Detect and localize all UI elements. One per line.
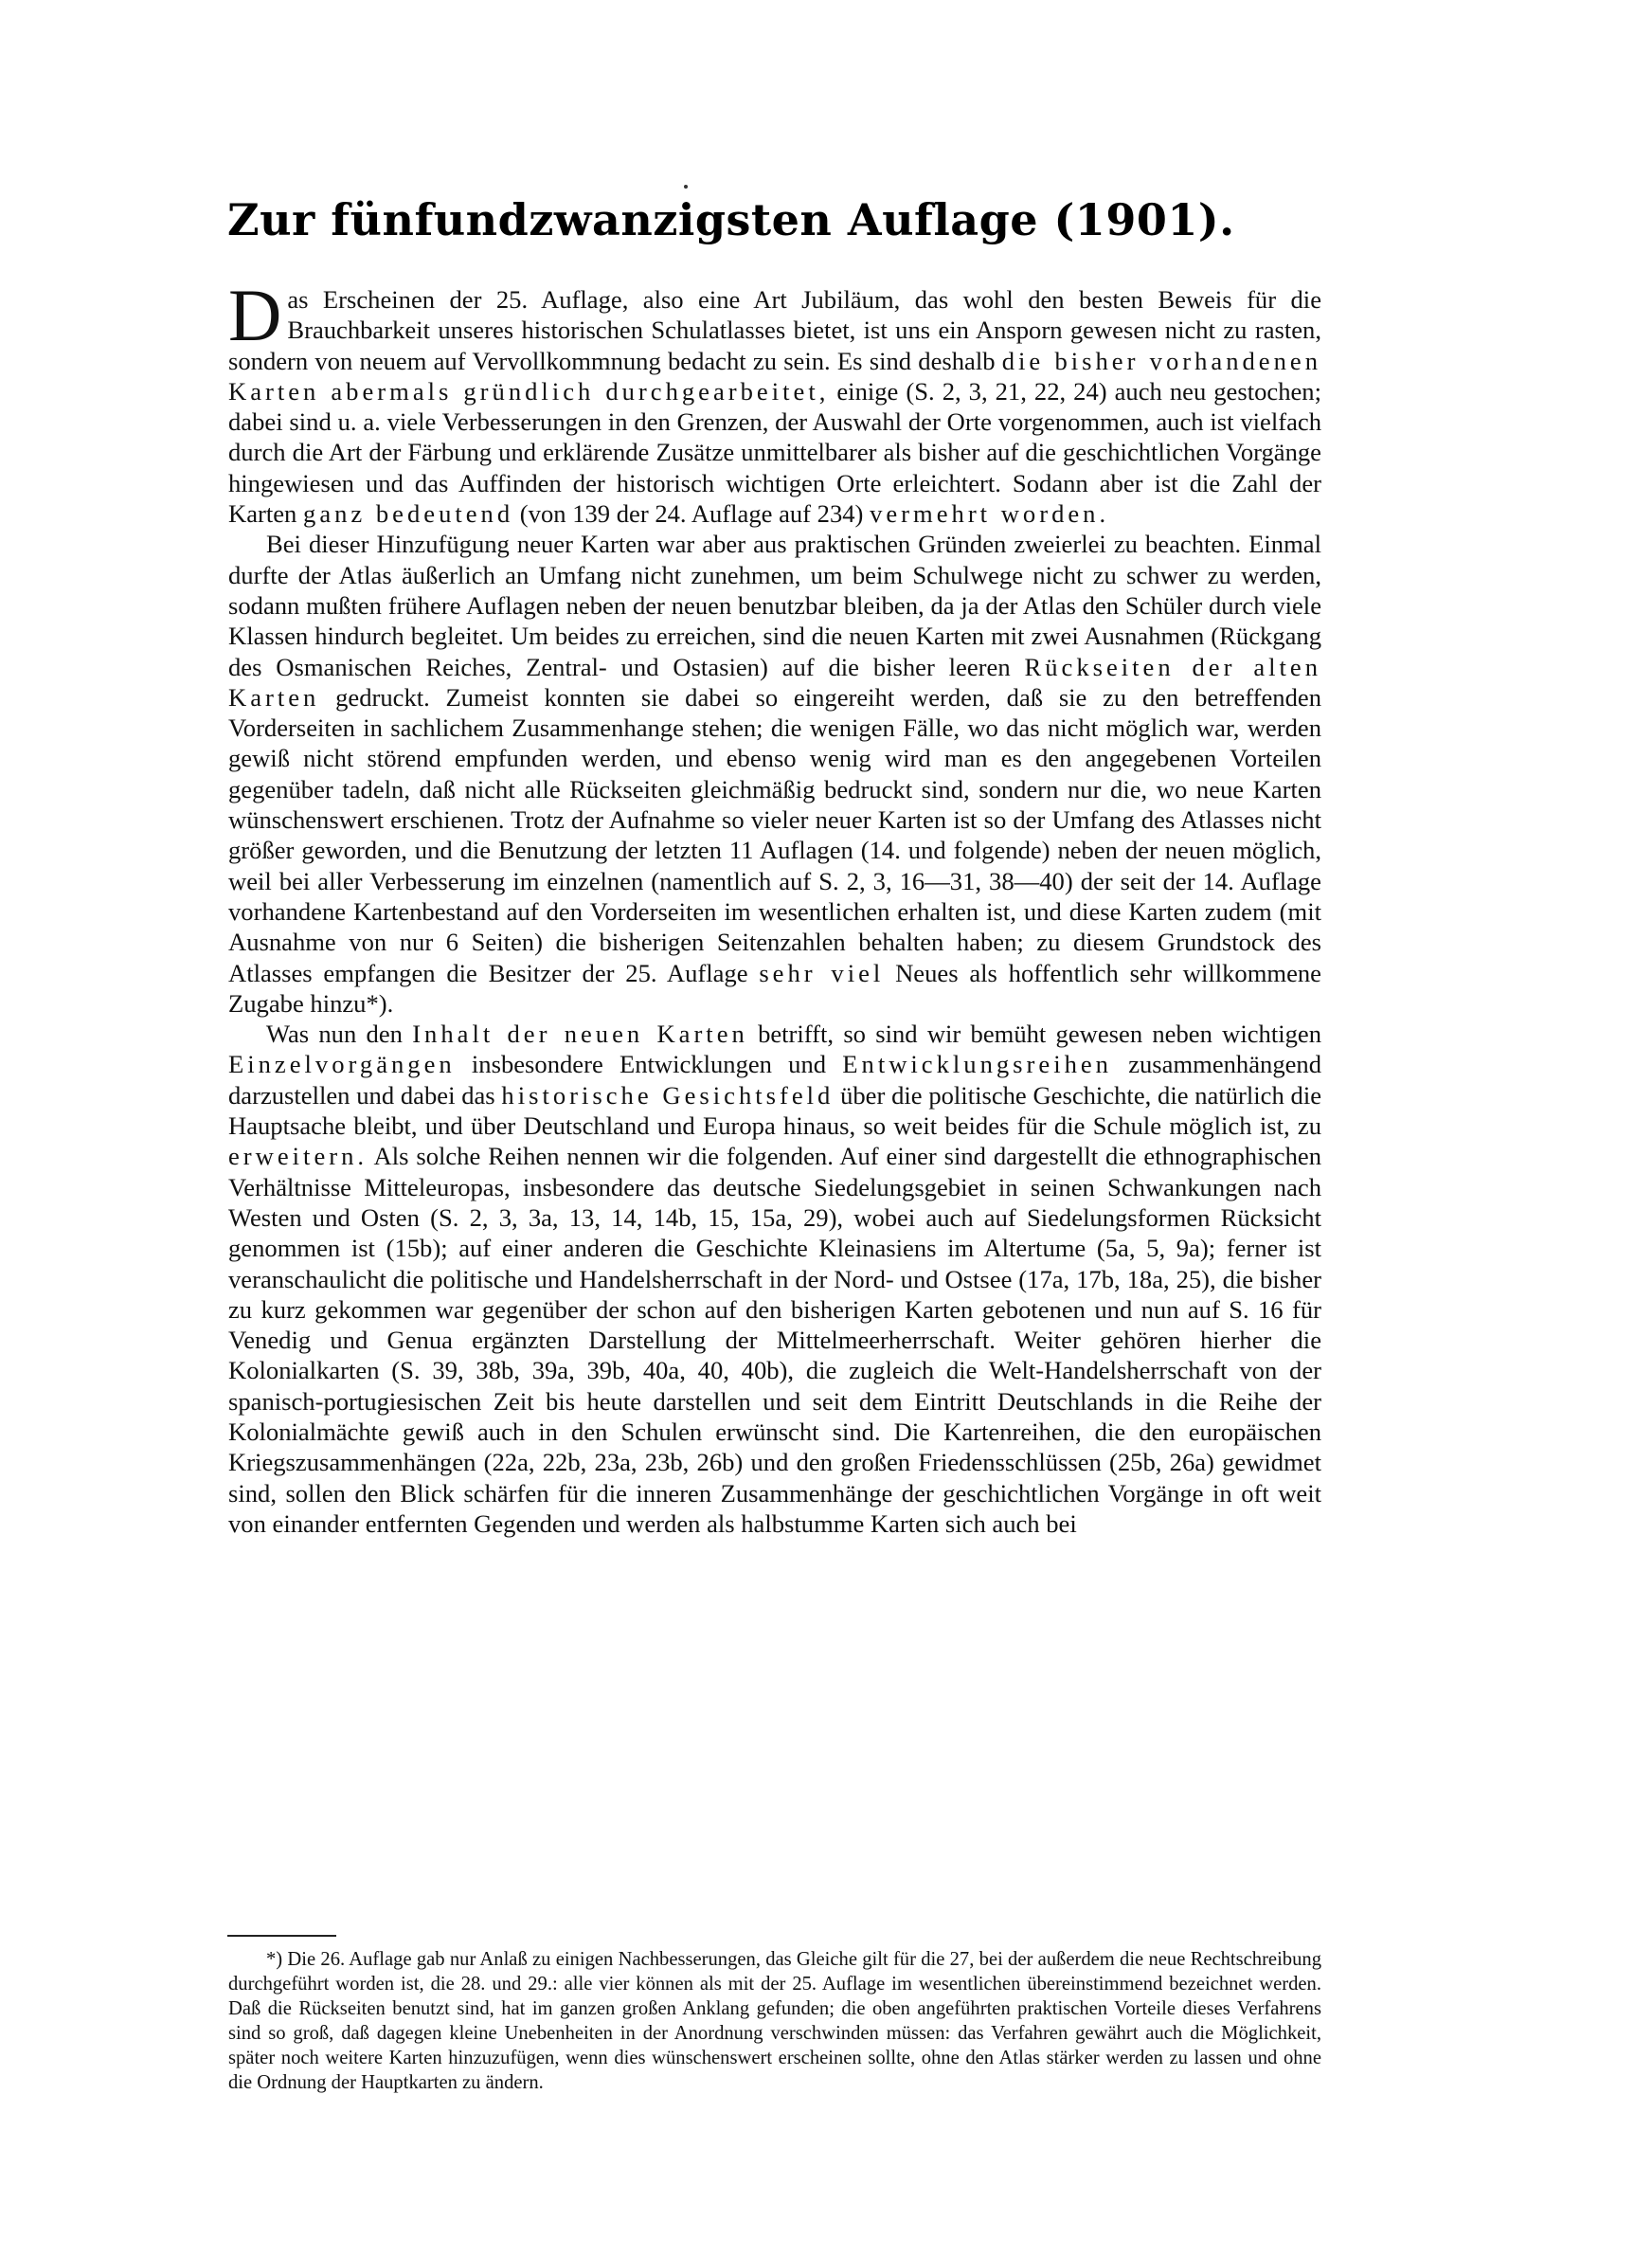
p2-text-c: gedruckt. Zumeist konnten sie dabei so eingereiht werden, daß sie zu den betreffenden Vorderseiten in sachlichem Zusammenhange stehen; die wenigen Fälle, wo das nicht möglich war, werden gewiß nicht störend empfunden werden, und ebenso wenig wird man es den angegebenen Vorteilen gegenüber tadeln, daß nicht alle Rückseiten gleichmäßig bedruckt sind, sondern nur die, wo neue Karten wünschenswert erschienen. Trotz der Aufnahme so vieler neuer Karten ist so der Umfang des Atlasses nicht größer geworden, und die Benutzung der letzten 11 Auflagen (14. und folgende) neben der neuen möglich, weil bei aller Verbesserung im einzelnen (namentlich auf S. 2, 3, 16—31, 38—40) der seit der 14. Auflage vorhandene Kartenbestand auf den Vorderseiten im wesentlichen erhalten ist, und diese Karten zudem (mit Ausnahme von nur 6 Seiten) die bisherigen Seitenzahlen behalten haben; zu diesem Grundstock des Atlasses empfangen die Besitzer der 25. Auflage (228, 682, 1321, 987)
p1-spaced-b: die bisher vorhandenen Karten abermals gründlich durchgearbeitet, (228, 346, 1321, 406)
body-text (228, 274, 1322, 1539)
p1-spaced-f: vermehrt worden. (870, 499, 1110, 529)
p3-text-k: Als solche Reihen nennen wir die folgenden. Auf einer sind dargestellt die ethnographischen Verhältnisse Mitteleuropas, insbesondere das deutsche Siedelungsgebiet in seinen Schwankungen nach Westen und Osten (S. 2, 3, 3a, 13, 14, 14b, 15, 15a, 29), wobei auch auf Siedelungsformen Rücksicht genommen ist (15b); auf einer anderen die Geschichte Kleinasiens im Altertume (5a, 5, 9a); ferner ist veranschaulicht die politische und Handelsherrschaft in der Nord- und Ostsee (17a, 17b, 18a, 25), die bisher zu kurz gekommen war gegenüber der schon auf den bisherigen Karten gebotenen und nun auf S. 16 für Venedig und Genua ergänzten Darstellung der Mittelmeerherrschaft. Weiter gehören hierher die Kolonialkarten (S. 39, 38b, 39a, 39b, 40a, 40, 40b), die zugleich die Welt-Handelsherrschaft von der spanisch-portugiesischen Zeit bis heute darstellen und seit dem Eintritt Deutschlands in die Reihe der Kolonialmächte gewiß auch in den Schulen erwünscht sind. Die Kartenreihen, die den europäischen Kriegszusammenhängen (22a, 22b, 23a, 23b, 26b) und den großen Friedensschlüssen (25b, 26a) gewidmet sind, sollen den Blick schärfen für die inneren Zusammenhänge der geschichtlichen Vorgänge in oft weit von einander entfernten Gegenden und werden als halbstumme Karten sich auch bei (228, 1142, 1321, 1538)
paragraph-1 (228, 274, 1321, 529)
p3-text-g: zusammenhängend darzustellen und dabei das (228, 1050, 1322, 1110)
p3-spaced-j: erweitern. (228, 1142, 368, 1171)
decorative-dot (684, 185, 688, 189)
p3-text-c: betrifft, so sind wir bemüht gewesen neben wichtigen (747, 1020, 1321, 1049)
page-title: Zur fünfundzwanzigsten Auflage (1901). (227, 194, 1235, 245)
p3-spaced-b: Inhalt der neuen Karten (412, 1020, 748, 1049)
p1-text-a: as Erscheinen der 25. Auflage, also eine Art Jubiläum, das wohl den besten Beweis für die Brauchbarkeit unseres historischen Schulatlasses bietet, ist uns ein Ansporn gewesen nicht zu rasten, sondern von neuem auf Vervollkommnung bedacht zu sein. Es sind deshalb (228, 285, 1321, 375)
p1-spaced-d: ganz bedeutend (303, 499, 514, 529)
footnote (228, 1947, 1321, 2095)
p3-spaced-f: Entwicklungsreihen (842, 1050, 1112, 1079)
paragraph-2 (228, 529, 1321, 1019)
p2-text-e: Neues als hoffentlich sehr willkommene Zugabe hinzu*). (228, 958, 1321, 1018)
p1-text-c: einige (S. 2, 3, 21, 22, 24) auch neu gestochen; dabei sind u. a. viele Verbesserungen in den Grenzen, der Auswahl der Orte vorgenommen, auch ist vielfach durch die Art der Färbung und erklärende Zusätze unmittelbarer als bisher auf die geschichtlichen Vorgänge hingewiesen und das Auffinden der historisch wichtigen Orte erleichtert. Sodann aber ist die Zahl der Karten (228, 376, 1321, 529)
p2-spaced-b: Rückseiten der alten Karten (228, 652, 1321, 712)
p3-text-i: über die politische Geschichte, die natürlich die Hauptsache bleibt, und über Deutschland und Europa hinaus, so weit beides für die Schule möglich ist, zu (228, 1080, 1322, 1141)
p3-text-a: Was nun den (266, 1020, 413, 1049)
p3-text-e: insbesondere Entwicklungen und (455, 1050, 843, 1079)
p3-spaced-h: historische Gesichtsfeld (501, 1080, 835, 1110)
paragraph-3 (228, 1019, 1321, 1539)
p2-spaced-d: sehr viel (759, 958, 885, 987)
footnote-text: *) Die 26. Auflage gab nur Anlaß zu einigen Nachbesserungen, das Gleiche gilt für die 27, bei der außerdem die neue Rechtschreibung durchgeführt worden ist, die 28. und 29.: alle vier können als mit der 25. Auflage im wesentlichen übereinstimmend bezeichnet werden. Daß die Rückseiten benutzt sind, hat im ganzen großen Anklang gefunden; die oben angeführten praktischen Vorteile dieses Verfahrens sind so groß, daß dagegen kleine Unebenheiten in der Anordnung verschwinden müssen: das Verfahren gewährt auch die Möglichkeit, später noch weitere Karten hinzuzufügen, wenn dies wünschenswert erscheinen sollte, ohne den Atlas stärker werden zu lassen und ohne die Ordnung der Hauptkarten zu ändern. (228, 1949, 1321, 2093)
footnote-divider (227, 1935, 336, 1937)
drop-cap: D (228, 274, 282, 356)
p1-text-e: (von 139 der 24. Auflage auf 234) (513, 499, 871, 529)
p3-spaced-d: Einzelvorgängen (228, 1050, 456, 1079)
p2-text-a: Bei dieser Hinzufügung neuer Karten war aber aus praktischen Gründen zweierlei zu beachten. Einmal durfte der Atlas äußerlich an Umfang nicht zunehmen, um beim Schulwege nicht zu schwer zu werden, sodann mußten frühere Auflagen neben der neuen benutzbar bleiben, da ja der Atlas den Schüler durch viele Klassen hindurch begleitet. Um beides zu erreichen, sind die neuen Karten mit zwei Ausnahmen (Rückgang des Osmanischen Reiches, Zentral- und Ostasien) auf die bisher leeren (228, 530, 1321, 681)
